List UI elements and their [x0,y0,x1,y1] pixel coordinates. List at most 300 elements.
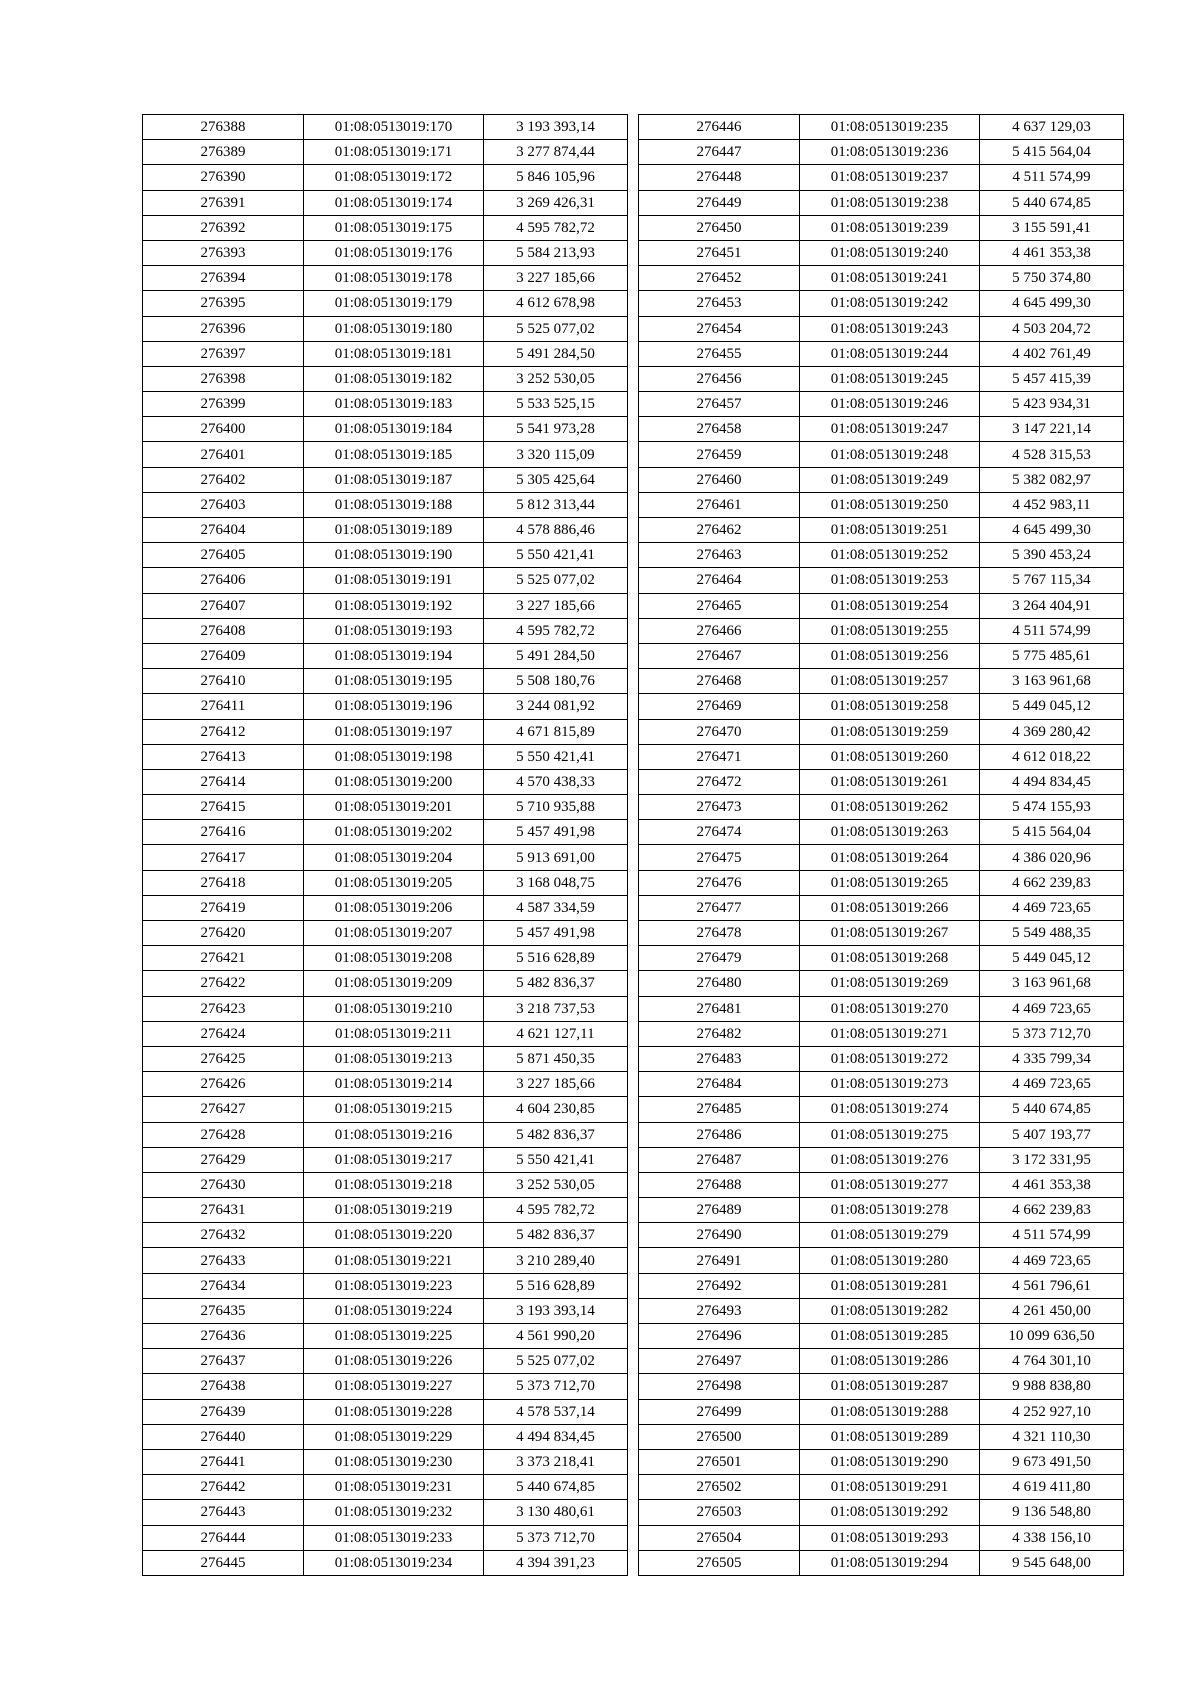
cadastral-number-cell: 01:08:0513019:196 [304,694,484,719]
cadastral-number-cell: 01:08:0513019:240 [800,240,980,265]
cadastral-number-cell: 01:08:0513019:244 [800,341,980,366]
table-row [143,1147,628,1172]
value-cell: 4 321 110,30 [980,1424,1124,1449]
cadastral-number-cell: 01:08:0513019:250 [800,492,980,517]
table-row [143,921,628,946]
row-number-cell: 276442 [143,1475,304,1500]
cadastral-number-cell: 01:08:0513019:226 [304,1349,484,1374]
table-row [143,543,628,568]
cadastral-number-cell: 01:08:0513019:220 [304,1223,484,1248]
cadastral-number-cell: 01:08:0513019:183 [304,392,484,417]
table-row [143,1298,628,1323]
row-number-cell: 276391 [143,190,304,215]
table-row [143,593,628,618]
value-cell: 4 469 723,65 [980,1072,1124,1097]
value-cell: 5 482 836,37 [484,1122,628,1147]
table-row [639,1122,1124,1147]
value-cell: 4 561 990,20 [484,1324,628,1349]
value-cell: 5 373 712,70 [484,1525,628,1550]
row-number-cell: 276407 [143,593,304,618]
table-row [143,996,628,1021]
cadastral-number-cell: 01:08:0513019:285 [800,1324,980,1349]
row-number-cell: 276392 [143,215,304,240]
row-number-cell: 276429 [143,1147,304,1172]
cadastral-number-cell: 01:08:0513019:232 [304,1500,484,1525]
row-number-cell: 276405 [143,543,304,568]
row-number-cell: 276440 [143,1424,304,1449]
cadastral-number-cell: 01:08:0513019:251 [800,518,980,543]
value-cell: 4 645 499,30 [980,518,1124,543]
value-cell: 3 147 221,14 [980,417,1124,442]
value-cell: 4 461 353,38 [980,240,1124,265]
value-cell: 4 461 353,38 [980,1172,1124,1197]
row-number-cell: 276498 [639,1374,800,1399]
table-row [639,1349,1124,1374]
value-cell: 5 525 077,02 [484,568,628,593]
row-number-cell: 276474 [639,820,800,845]
cadastral-number-cell: 01:08:0513019:192 [304,593,484,618]
row-number-cell: 276423 [143,996,304,1021]
cadastral-number-cell: 01:08:0513019:269 [800,971,980,996]
cadastral-number-cell: 01:08:0513019:264 [800,845,980,870]
cadastral-number-cell: 01:08:0513019:247 [800,417,980,442]
row-number-cell: 276413 [143,744,304,769]
value-cell: 9 136 548,80 [980,1500,1124,1525]
table-row [143,165,628,190]
table-row [143,618,628,643]
row-number-cell: 276476 [639,870,800,895]
row-number-cell: 276485 [639,1097,800,1122]
cadastral-number-cell: 01:08:0513019:256 [800,643,980,668]
value-cell: 5 305 425,64 [484,467,628,492]
value-cell: 3 130 480,61 [484,1500,628,1525]
value-cell: 5 812 313,44 [484,492,628,517]
value-cell: 4 469 723,65 [980,1248,1124,1273]
row-number-cell: 276461 [639,492,800,517]
value-cell: 4 595 782,72 [484,215,628,240]
value-cell: 10 099 636,50 [980,1324,1124,1349]
cadastral-number-cell: 01:08:0513019:197 [304,719,484,744]
row-number-cell: 276486 [639,1122,800,1147]
value-cell: 4 662 239,83 [980,1198,1124,1223]
table-row [143,316,628,341]
cadastral-number-cell: 01:08:0513019:207 [304,921,484,946]
table-row [143,1475,628,1500]
value-cell: 5 533 525,15 [484,392,628,417]
table-row [639,1525,1124,1550]
row-number-cell: 276436 [143,1324,304,1349]
row-number-cell: 276473 [639,795,800,820]
value-cell: 5 913 691,00 [484,845,628,870]
value-cell: 4 645 499,30 [980,291,1124,316]
cadastral-number-cell: 01:08:0513019:201 [304,795,484,820]
cadastral-number-cell: 01:08:0513019:223 [304,1273,484,1298]
row-number-cell: 276426 [143,1072,304,1097]
table-row [639,543,1124,568]
value-cell: 5 423 934,31 [980,392,1124,417]
row-number-cell: 276432 [143,1223,304,1248]
table-row [639,643,1124,668]
row-number-cell: 276468 [639,669,800,694]
value-cell: 4 511 574,99 [980,165,1124,190]
row-number-cell: 276502 [639,1475,800,1500]
row-number-cell: 276435 [143,1298,304,1323]
cadastral-number-cell: 01:08:0513019:189 [304,518,484,543]
row-number-cell: 276414 [143,769,304,794]
cadastral-number-cell: 01:08:0513019:221 [304,1248,484,1273]
row-number-cell: 276434 [143,1273,304,1298]
cadastral-number-cell: 01:08:0513019:237 [800,165,980,190]
row-number-cell: 276417 [143,845,304,870]
cadastral-number-cell: 01:08:0513019:206 [304,895,484,920]
value-cell: 4 503 204,72 [980,316,1124,341]
cadastral-number-cell: 01:08:0513019:258 [800,694,980,719]
table-row [639,417,1124,442]
table-row [639,1046,1124,1071]
value-cell: 5 516 628,89 [484,1273,628,1298]
value-cell: 5 871 450,35 [484,1046,628,1071]
row-number-cell: 276472 [639,769,800,794]
table-row [143,1525,628,1550]
row-number-cell: 276505 [639,1550,800,1575]
table-row [639,1072,1124,1097]
row-number-cell: 276416 [143,820,304,845]
table-row [143,744,628,769]
cadastral-number-cell: 01:08:0513019:190 [304,543,484,568]
cadastral-number-cell: 01:08:0513019:249 [800,467,980,492]
value-cell: 3 269 426,31 [484,190,628,215]
cadastral-number-cell: 01:08:0513019:213 [304,1046,484,1071]
cadastral-number-cell: 01:08:0513019:257 [800,669,980,694]
value-cell: 4 570 438,33 [484,769,628,794]
table-row [143,971,628,996]
row-number-cell: 276497 [639,1349,800,1374]
row-number-cell: 276401 [143,442,304,467]
value-cell: 3 277 874,44 [484,140,628,165]
cadastral-number-cell: 01:08:0513019:254 [800,593,980,618]
cadastral-number-cell: 01:08:0513019:227 [304,1374,484,1399]
table-row [639,669,1124,694]
value-cell: 4 621 127,11 [484,1021,628,1046]
value-cell: 5 415 564,04 [980,820,1124,845]
value-cell: 3 373 218,41 [484,1449,628,1474]
row-number-cell: 276457 [639,392,800,417]
table-row [143,1500,628,1525]
row-number-cell: 276484 [639,1072,800,1097]
cadastral-number-cell: 01:08:0513019:204 [304,845,484,870]
value-cell: 4 595 782,72 [484,618,628,643]
table-row [639,769,1124,794]
table-row [639,115,1124,140]
row-number-cell: 276496 [639,1324,800,1349]
value-cell: 5 549 488,35 [980,921,1124,946]
value-cell: 5 846 105,96 [484,165,628,190]
value-cell: 5 482 836,37 [484,1223,628,1248]
value-cell: 4 494 834,45 [484,1424,628,1449]
table-body [639,115,1124,1576]
cadastral-number-cell: 01:08:0513019:187 [304,467,484,492]
row-number-cell: 276450 [639,215,800,240]
cadastral-number-cell: 01:08:0513019:288 [800,1399,980,1424]
data-table-right [638,114,1124,1576]
value-cell: 3 163 961,68 [980,971,1124,996]
row-number-cell: 276394 [143,266,304,291]
cadastral-number-cell: 01:08:0513019:255 [800,618,980,643]
cadastral-number-cell: 01:08:0513019:293 [800,1525,980,1550]
cadastral-number-cell: 01:08:0513019:219 [304,1198,484,1223]
table-row [639,593,1124,618]
table-row [639,341,1124,366]
table-row [143,1374,628,1399]
table-row [639,240,1124,265]
cadastral-number-cell: 01:08:0513019:270 [800,996,980,1021]
value-cell: 5 440 674,85 [484,1475,628,1500]
value-cell: 5 440 674,85 [980,1097,1124,1122]
table-row [639,291,1124,316]
value-cell: 5 750 374,80 [980,266,1124,291]
table-row [143,467,628,492]
row-number-cell: 276448 [639,165,800,190]
table-row [639,719,1124,744]
row-number-cell: 276478 [639,921,800,946]
row-number-cell: 276499 [639,1399,800,1424]
cadastral-number-cell: 01:08:0513019:253 [800,568,980,593]
table-row [143,769,628,794]
value-cell: 5 440 674,85 [980,190,1124,215]
row-number-cell: 276455 [639,341,800,366]
value-cell: 5 550 421,41 [484,543,628,568]
value-cell: 5 382 082,97 [980,467,1124,492]
value-cell: 5 767 115,34 [980,568,1124,593]
table-row [639,518,1124,543]
cadastral-number-cell: 01:08:0513019:176 [304,240,484,265]
value-cell: 4 511 574,99 [980,1223,1124,1248]
value-cell: 4 452 983,11 [980,492,1124,517]
value-cell: 4 369 280,42 [980,719,1124,744]
table-row [143,1349,628,1374]
table-row [639,1097,1124,1122]
value-cell: 4 386 020,96 [980,845,1124,870]
row-number-cell: 276488 [639,1172,800,1197]
table-row [639,165,1124,190]
value-cell: 5 775 485,61 [980,643,1124,668]
row-number-cell: 276482 [639,1021,800,1046]
row-number-cell: 276388 [143,115,304,140]
cadastral-number-cell: 01:08:0513019:248 [800,442,980,467]
cadastral-number-cell: 01:08:0513019:224 [304,1298,484,1323]
value-cell: 4 561 796,61 [980,1273,1124,1298]
cadastral-number-cell: 01:08:0513019:179 [304,291,484,316]
cadastral-number-cell: 01:08:0513019:215 [304,1097,484,1122]
value-cell: 3 227 185,66 [484,266,628,291]
value-cell: 5 457 491,98 [484,921,628,946]
table-row [639,946,1124,971]
row-number-cell: 276463 [639,543,800,568]
row-number-cell: 276400 [143,417,304,442]
cadastral-number-cell: 01:08:0513019:245 [800,366,980,391]
value-cell: 4 604 230,85 [484,1097,628,1122]
table-row [143,1273,628,1298]
table-row [143,1248,628,1273]
row-number-cell: 276466 [639,618,800,643]
row-number-cell: 276479 [639,946,800,971]
row-number-cell: 276483 [639,1046,800,1071]
value-cell: 4 338 156,10 [980,1525,1124,1550]
table-row [143,392,628,417]
row-number-cell: 276433 [143,1248,304,1273]
cadastral-number-cell: 01:08:0513019:265 [800,870,980,895]
cadastral-number-cell: 01:08:0513019:235 [800,115,980,140]
row-number-cell: 276390 [143,165,304,190]
cadastral-number-cell: 01:08:0513019:278 [800,1198,980,1223]
table-row [639,1399,1124,1424]
table-row [143,140,628,165]
value-cell: 9 673 491,50 [980,1449,1124,1474]
row-number-cell: 276398 [143,366,304,391]
value-cell: 5 710 935,88 [484,795,628,820]
cadastral-number-cell: 01:08:0513019:225 [304,1324,484,1349]
table-row [143,568,628,593]
cadastral-number-cell: 01:08:0513019:236 [800,140,980,165]
row-number-cell: 276441 [143,1449,304,1474]
cadastral-number-cell: 01:08:0513019:182 [304,366,484,391]
value-cell: 5 550 421,41 [484,1147,628,1172]
cadastral-number-cell: 01:08:0513019:230 [304,1449,484,1474]
cadastral-number-cell: 01:08:0513019:290 [800,1449,980,1474]
row-number-cell: 276443 [143,1500,304,1525]
value-cell: 5 390 453,24 [980,543,1124,568]
cadastral-number-cell: 01:08:0513019:275 [800,1122,980,1147]
value-cell: 3 218 737,53 [484,996,628,1021]
table-row [639,1475,1124,1500]
table-row [639,266,1124,291]
cadastral-number-cell: 01:08:0513019:266 [800,895,980,920]
table-row [143,518,628,543]
table-row [143,1550,628,1575]
row-number-cell: 276454 [639,316,800,341]
value-cell: 4 764 301,10 [980,1349,1124,1374]
table-row [143,1424,628,1449]
table-row [639,1298,1124,1323]
table-row [639,744,1124,769]
cadastral-number-cell: 01:08:0513019:279 [800,1223,980,1248]
table-row [639,568,1124,593]
value-cell: 4 612 678,98 [484,291,628,316]
row-number-cell: 276418 [143,870,304,895]
row-number-cell: 276456 [639,366,800,391]
table-row [143,1449,628,1474]
value-cell: 5 373 712,70 [980,1021,1124,1046]
cadastral-number-cell: 01:08:0513019:195 [304,669,484,694]
value-cell: 3 210 289,40 [484,1248,628,1273]
table-row [639,1424,1124,1449]
cadastral-number-cell: 01:08:0513019:216 [304,1122,484,1147]
row-number-cell: 276460 [639,467,800,492]
value-cell: 5 457 491,98 [484,820,628,845]
row-number-cell: 276492 [639,1273,800,1298]
table-row [143,719,628,744]
table-row [639,1147,1124,1172]
table-row [639,366,1124,391]
value-cell: 5 474 155,93 [980,795,1124,820]
cadastral-number-cell: 01:08:0513019:214 [304,1072,484,1097]
row-number-cell: 276402 [143,467,304,492]
table-row [143,795,628,820]
row-number-cell: 276464 [639,568,800,593]
table-row [639,1021,1124,1046]
cadastral-number-cell: 01:08:0513019:276 [800,1147,980,1172]
cadastral-number-cell: 01:08:0513019:286 [800,1349,980,1374]
value-cell: 4 619 411,80 [980,1475,1124,1500]
row-number-cell: 276465 [639,593,800,618]
cadastral-number-cell: 01:08:0513019:171 [304,140,484,165]
row-number-cell: 276471 [639,744,800,769]
cadastral-number-cell: 01:08:0513019:184 [304,417,484,442]
cadastral-number-cell: 01:08:0513019:209 [304,971,484,996]
table-row [143,291,628,316]
row-number-cell: 276500 [639,1424,800,1449]
cadastral-number-cell: 01:08:0513019:267 [800,921,980,946]
cadastral-number-cell: 01:08:0513019:205 [304,870,484,895]
row-number-cell: 276467 [639,643,800,668]
table-row [639,1324,1124,1349]
cadastral-number-cell: 01:08:0513019:268 [800,946,980,971]
table-row [639,392,1124,417]
table-row [639,492,1124,517]
cadastral-number-cell: 01:08:0513019:246 [800,392,980,417]
row-number-cell: 276489 [639,1198,800,1223]
row-number-cell: 276439 [143,1399,304,1424]
cadastral-number-cell: 01:08:0513019:217 [304,1147,484,1172]
row-number-cell: 276421 [143,946,304,971]
row-number-cell: 276490 [639,1223,800,1248]
value-cell: 3 244 081,92 [484,694,628,719]
cadastral-number-cell: 01:08:0513019:259 [800,719,980,744]
cadastral-number-cell: 01:08:0513019:170 [304,115,484,140]
cadastral-number-cell: 01:08:0513019:188 [304,492,484,517]
row-number-cell: 276422 [143,971,304,996]
table-row [639,1248,1124,1273]
table-row [143,417,628,442]
table-row [639,190,1124,215]
cadastral-number-cell: 01:08:0513019:210 [304,996,484,1021]
cadastral-number-cell: 01:08:0513019:282 [800,1298,980,1323]
value-cell: 3 264 404,91 [980,593,1124,618]
value-cell: 4 252 927,10 [980,1399,1124,1424]
row-number-cell: 276395 [143,291,304,316]
value-cell: 3 320 115,09 [484,442,628,467]
table-row [143,895,628,920]
table-row [143,366,628,391]
cadastral-number-cell: 01:08:0513019:181 [304,341,484,366]
cadastral-number-cell: 01:08:0513019:291 [800,1475,980,1500]
value-cell: 3 252 530,05 [484,366,628,391]
cadastral-number-cell: 01:08:0513019:239 [800,215,980,240]
data-table-left [142,114,628,1576]
value-cell: 4 402 761,49 [980,341,1124,366]
row-number-cell: 276409 [143,643,304,668]
table-row [639,820,1124,845]
row-number-cell: 276475 [639,845,800,870]
value-cell: 3 168 048,75 [484,870,628,895]
table-row [639,1223,1124,1248]
row-number-cell: 276431 [143,1198,304,1223]
value-cell: 4 578 886,46 [484,518,628,543]
table-row [639,442,1124,467]
value-cell: 5 457 415,39 [980,366,1124,391]
row-number-cell: 276428 [143,1122,304,1147]
value-cell: 4 587 334,59 [484,895,628,920]
